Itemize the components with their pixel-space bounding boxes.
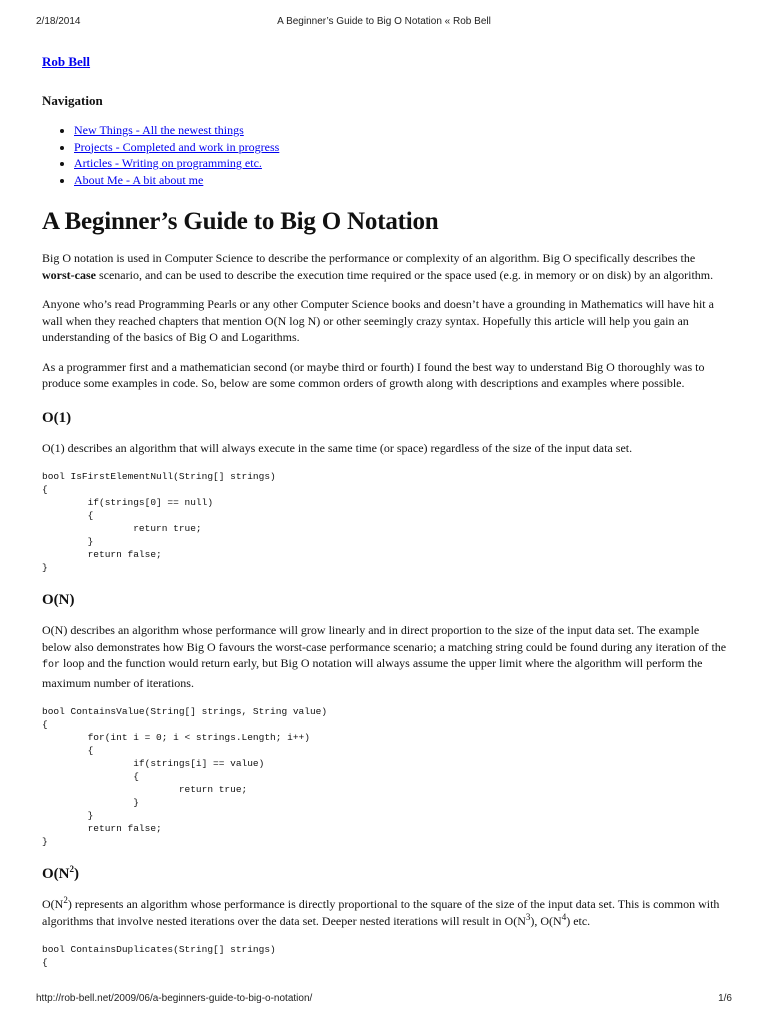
print-footer	[0, 993, 768, 1009]
on-text: O(N) describes an algorithm whose performance will grow linearly and in direct proportion to the size of the input data set. The example below also demonstrates how Big O favours the worst-case performance scenario; a matching string could be found during any iteration of the	[42, 623, 727, 654]
on2-heading-base: O(N	[42, 866, 70, 882]
on2-heading-exponent: 2	[69, 864, 74, 874]
section-heading-o1: O(1)	[42, 409, 72, 426]
on2-exp-3: 4	[561, 911, 567, 922]
print-header	[0, 16, 768, 32]
page-content	[42, 54, 728, 969]
section-heading-on: O(N)	[42, 592, 75, 608]
site-name-link[interactable]: Rob Bell	[42, 54, 91, 69]
intro-text-cont: scenario, and can be used to describe the execution time required or the space used (e.g. in memory or on disk) by an algorithm.	[95, 267, 714, 282]
intro-text: Big O notation is used in Computer Science to describe the performance or complexity of an algorithm. Big O specifically describes the	[42, 251, 696, 265]
on-code-block: bool ContainsValue(String[] strings, String value) { for(int i = 0; i < strings.Length; i++) { if(strings[i] == value) { return true; } } return false; }	[42, 706, 328, 847]
o1-description: O(1) describes an algorithm that will always execute in the same time (or space) regardless of the size of the input data set.	[42, 440, 633, 455]
page-number: 1/6	[718, 993, 732, 1004]
print-date: 2/18/2014	[36, 16, 81, 27]
intro-paragraph-1	[42, 250, 728, 283]
on2-text-3: ), O(N	[530, 913, 562, 928]
on2-exp-1: 2	[63, 895, 68, 905]
navigation-list	[42, 122, 728, 188]
for-keyword: for	[42, 660, 61, 671]
nav-link-new-things[interactable]: New Things - All the newest things	[74, 123, 244, 137]
on-text-cont: loop and the function would return early, but Big O notation will always assume the upper limit where the algorithm will perform the maximum number of iterations.	[42, 656, 703, 690]
print-url: http://rob-bell.net/2009/06/a-beginners-guide-to-big-o-notation/	[36, 993, 313, 1004]
on2-heading-close: )	[74, 866, 79, 882]
nav-link-articles[interactable]: Articles - Writing on programming etc.	[74, 156, 262, 170]
nav-item-articles	[74, 155, 728, 172]
intro-paragraph-2: Anyone who’s read Programming Pearls or any other Computer Science books and doesn’t have a grounding in Mathematics will have hit a wall when they reached chapters that mention O(N log N) or other seemingly crazy syntax. Hopefully this article will help you gain an understanding of the basics of Big O and Logarithms.	[42, 297, 714, 344]
nav-link-about-me[interactable]: About Me - A bit about me	[74, 172, 204, 187]
intro-paragraph-3: As a programmer first and a mathematician second (or maybe third or fourth) I found the best way to understand Big O thoroughly was to produce some examples in code. So, below are some common orders of growth along with descriptions and examples where possible.	[42, 359, 705, 390]
section-heading-on2	[42, 865, 728, 883]
on2-text-2: ) represents an algorithm whose performance is directly proportional to the square of the size of the input data set. This is common with algorithms that involve nested iterations over the data set. Deeper nested iterations will result in O(N	[42, 897, 720, 928]
on2-exp-2: 3	[525, 911, 531, 922]
on2-code-block: bool ContainsDuplicates(String[] strings) {	[42, 944, 276, 968]
o1-code-block: bool IsFirstElementNull(String[] strings) { if(strings[0] == null) { return true; } return false; }	[42, 471, 276, 573]
on2-text-4: ) etc.	[566, 913, 591, 928]
on2-description	[42, 896, 728, 929]
nav-link-projects[interactable]: Projects - Completed and work in progress	[74, 139, 280, 154]
article-title: A Beginner’s Guide to Big O Notation	[42, 208, 439, 235]
on2-text-1: O(N	[42, 897, 64, 911]
worst-case-bold: worst-case	[42, 267, 96, 282]
nav-item-new-things	[74, 122, 728, 139]
nav-item-about-me	[74, 172, 728, 189]
on-description	[42, 622, 728, 691]
navigation-heading: Navigation	[42, 93, 103, 108]
nav-item-projects	[74, 139, 728, 156]
print-title: A Beginner’s Guide to Big O Notation « Rob Bell	[277, 16, 491, 27]
